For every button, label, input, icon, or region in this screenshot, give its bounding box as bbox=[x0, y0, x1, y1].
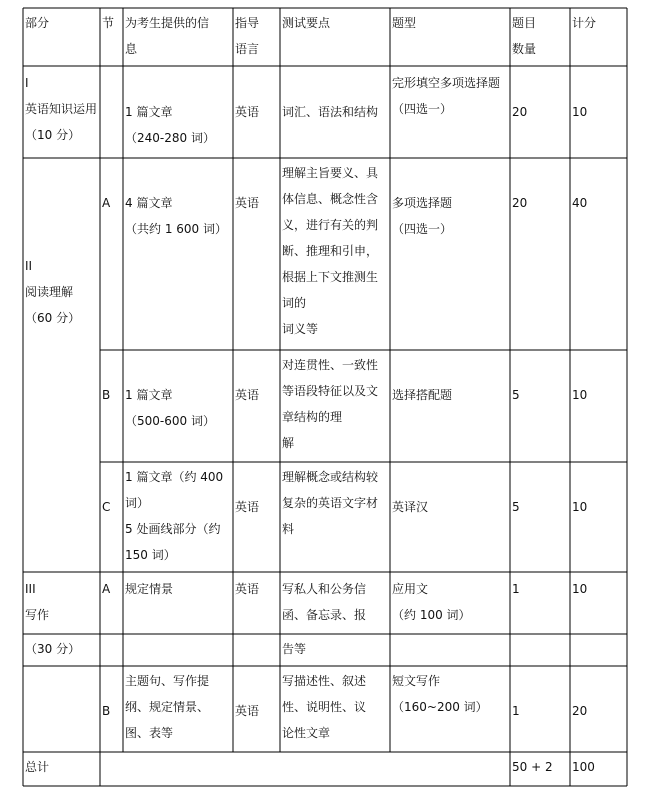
part2-b-test-points: 对连贯性、一致性 等语段特征以及文 章结构的理 解 bbox=[282, 358, 379, 450]
part3-a-test-points-cont: 告等 bbox=[282, 642, 307, 656]
part2-a-info: 4 篇文章 （共约 1 600 词） bbox=[125, 196, 227, 236]
part2-b-section: B bbox=[102, 388, 111, 402]
header-section: 节 bbox=[102, 16, 115, 30]
part1-score: 10 bbox=[572, 105, 588, 119]
part1-language: 英语 bbox=[235, 105, 260, 119]
part1-label: I 英语知识运用 （10 分） bbox=[25, 76, 98, 142]
part3-label: III 写作 bbox=[25, 582, 50, 622]
part2-c-test-points: 理解概念或结构较 复杂的英语文字材 料 bbox=[282, 470, 379, 536]
part2-b-language: 英语 bbox=[235, 388, 260, 402]
header-test-points: 测试要点 bbox=[282, 16, 331, 30]
part3-a-question-type: 应用文 （约 100 词） bbox=[392, 582, 471, 622]
part1-info: 1 篇文章 （240-280 词） bbox=[125, 105, 215, 145]
header-question-type: 题型 bbox=[392, 16, 417, 30]
header-part: 部分 bbox=[25, 16, 50, 30]
part2-b-info: 1 篇文章 （500-600 词） bbox=[125, 388, 215, 428]
header-score: 计分 bbox=[572, 16, 597, 30]
part3-b-section: B bbox=[102, 704, 111, 718]
part2-c-section: C bbox=[102, 500, 111, 514]
part3-a-language: 英语 bbox=[235, 582, 260, 596]
part2-c-question-type: 英译汉 bbox=[392, 500, 429, 514]
part2-a-section: A bbox=[102, 196, 111, 210]
part2-a-question-type: 多项选择题 （四选一） bbox=[392, 196, 453, 236]
part3-a-section: A bbox=[102, 582, 111, 596]
part2-c-language: 英语 bbox=[235, 500, 260, 514]
part3-score: （30 分） bbox=[25, 642, 81, 656]
header-info: 为考生提供的信 息 bbox=[125, 16, 210, 56]
part2-b-score: 10 bbox=[572, 388, 588, 402]
total-label: 总计 bbox=[25, 760, 50, 774]
part2-c-score: 10 bbox=[572, 500, 588, 514]
part2-a-question-count: 20 bbox=[512, 196, 528, 210]
part2-b-question-type: 选择搭配题 bbox=[392, 388, 453, 402]
header-language: 指导 语言 bbox=[235, 16, 260, 56]
part3-b-language: 英语 bbox=[235, 704, 260, 718]
total-question-count: 50 + 2 bbox=[512, 760, 553, 774]
part2-a-language: 英语 bbox=[235, 196, 260, 210]
part3-a-info: 规定情景 bbox=[125, 582, 174, 596]
part3-b-info: 主题句、写作提 纲、规定情景、 图、表等 bbox=[125, 674, 210, 740]
part3-a-score: 10 bbox=[572, 582, 588, 596]
part1-test-points: 词汇、语法和结构 bbox=[282, 105, 379, 119]
part3-b-question-count: 1 bbox=[512, 704, 520, 718]
part3-b-score: 20 bbox=[572, 704, 588, 718]
part2-label: II 阅读理解 （60 分） bbox=[25, 259, 81, 325]
total-score: 100 bbox=[572, 760, 595, 774]
part3-b-test-points: 写描述性、叙述 性、说明性、议 论性文章 bbox=[282, 674, 367, 740]
part2-b-question-count: 5 bbox=[512, 388, 520, 402]
part1-question-type: 完形填空多项选择题 （四选一） bbox=[392, 76, 501, 116]
part1-question-count: 20 bbox=[512, 105, 528, 119]
header-question-count: 题目 数量 bbox=[512, 16, 537, 56]
part3-a-question-count: 1 bbox=[512, 582, 520, 596]
part2-c-info: 1 篇文章（约 400 词） 5 处画线部分（约 150 词） bbox=[125, 470, 224, 562]
part3-b-question-type: 短文写作 （160~200 词） bbox=[392, 674, 488, 714]
part2-a-score: 40 bbox=[572, 196, 588, 210]
part3-a-test-points: 写私人和公务信 函、备忘录、报 bbox=[282, 582, 367, 622]
part2-c-question-count: 5 bbox=[512, 500, 520, 514]
part2-a-test-points: 理解主旨要义、具 体信息、概念性含 义，进行有关的判 断、推理和引申， 根据上下文推测生 词的 词义等 bbox=[282, 166, 379, 336]
